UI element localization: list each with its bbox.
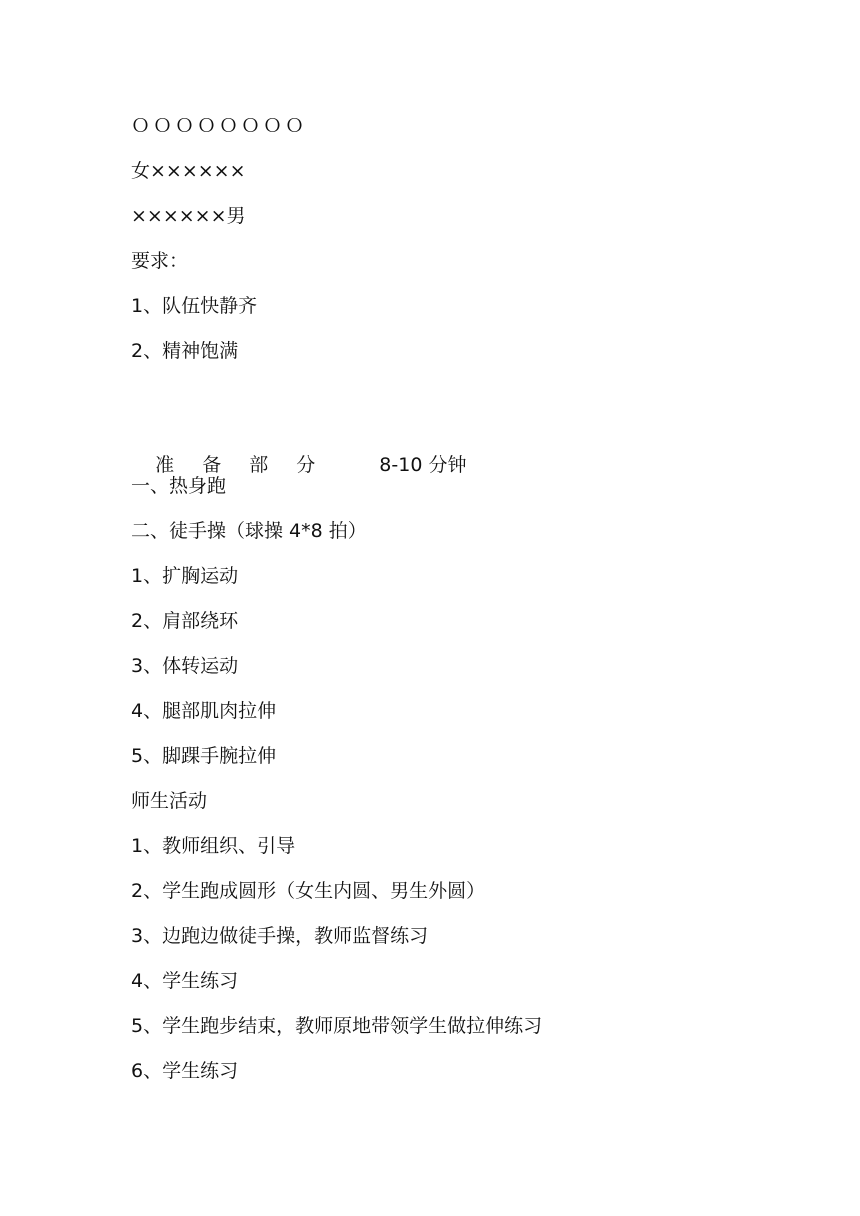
activity-item-1: 1、教师组织、引导: [131, 835, 296, 857]
freehand-exercise-heading: 二、徒手操（球操 4*8 拍）: [131, 520, 367, 542]
prep-section-time: 8-10 分钟: [379, 454, 467, 476]
formation-girls-row: 女××××××: [131, 160, 246, 182]
formation-circles-row: ＯＯＯＯＯＯＯＯ: [131, 115, 308, 137]
prep-section-title: 准 备 部 分: [155, 454, 316, 476]
exercise-item-1: 1、扩胸运动: [131, 565, 239, 587]
requirement-item-2: 2、精神饱满: [131, 340, 239, 362]
activity-item-4: 4、学生练习: [131, 970, 239, 992]
exercise-item-2: 2、肩部绕环: [131, 610, 239, 632]
activity-item-3: 3、边跑边做徒手操，教师监督练习: [131, 925, 429, 947]
activity-item-5: 5、学生跑步结束，教师原地带领学生做拉伸练习: [131, 1015, 543, 1037]
formation-boys-row: ××××××男: [131, 205, 246, 227]
activity-item-2: 2、学生跑成圆形（女生内圆、男生外圆）: [131, 880, 486, 902]
activity-heading: 师生活动: [131, 790, 208, 812]
exercise-item-3: 3、体转运动: [131, 655, 239, 677]
exercise-item-4: 4、腿部肌肉拉伸: [131, 700, 277, 722]
warmup-run: 一、热身跑: [131, 475, 227, 497]
exercise-item-5: 5、脚踝手腕拉伸: [131, 745, 277, 767]
activity-item-6: 6、学生练习: [131, 1060, 239, 1082]
requirement-item-1: 1、队伍快静齐: [131, 295, 258, 317]
requirements-heading: 要求：: [131, 250, 189, 272]
